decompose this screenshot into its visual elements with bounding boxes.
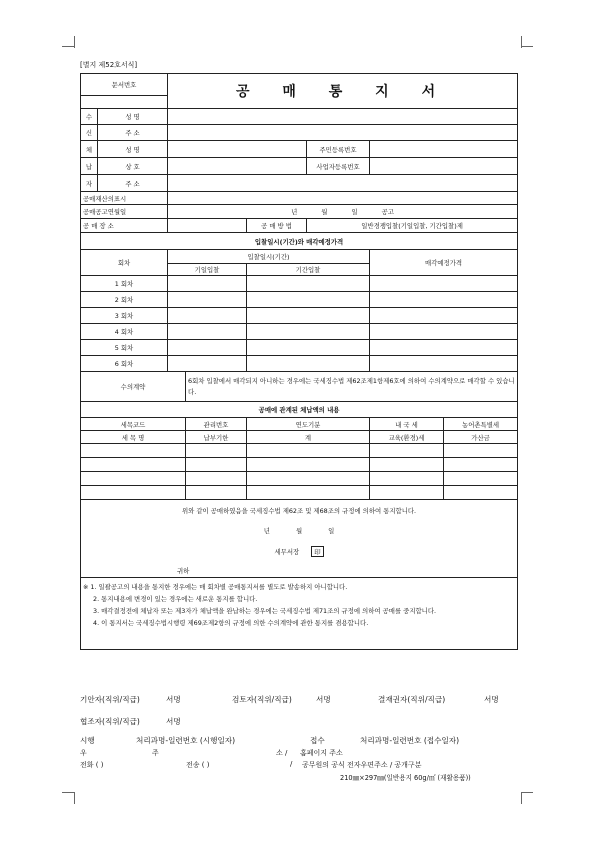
recipient-name-label: 성 명 [98, 109, 168, 125]
tax-col-head: 관리번호 [186, 418, 247, 431]
email-label: 공무원의 공식 전자우편주소 / 공개구분 [302, 761, 422, 769]
price-cell[interactable] [370, 340, 518, 356]
tax-col-head: 세목코드 [81, 418, 186, 431]
price-cell[interactable] [370, 324, 518, 340]
bid-section-title: 입찰일시(기간)와 매각예정가격 [81, 233, 518, 250]
recipient-label-1: 수 [81, 109, 98, 125]
method-label: 공 매 방 법 [247, 219, 307, 233]
postal-label: 우 [80, 749, 87, 757]
tax-cell[interactable] [247, 444, 370, 458]
tax-cell[interactable] [81, 472, 186, 486]
tax-row [81, 458, 518, 472]
cooperator-label: 협조자(직위/직급) [80, 717, 140, 726]
period-bid-cell[interactable] [247, 356, 370, 372]
receipt-label: 접수 [310, 736, 325, 745]
homepage-label: 홈페이지 주소 [300, 749, 343, 757]
notice-date-label: 공매공고연월일 [81, 205, 168, 219]
tax-cell[interactable] [247, 486, 370, 500]
tax-cell[interactable] [444, 472, 518, 486]
resident-no-label: 주민등록번호 [307, 141, 370, 158]
period-bid-cell[interactable] [247, 292, 370, 308]
fax-sep: / [290, 760, 293, 768]
statement-text: 위와 같이 공매하였음을 국세징수법 제62조 및 제68조의 규정에 의하여 통지합니다. [181, 507, 417, 515]
round-row [81, 324, 518, 340]
debtor-address-label: 주 소 [98, 175, 168, 192]
paper-spec: 210㎜×297㎜(일반용지 60g/㎡ (재활용품)) [340, 774, 471, 782]
round-row [81, 276, 518, 292]
tax-row [81, 486, 518, 500]
round-label: 회차 [81, 250, 168, 276]
cooperator-sign: 서명 [166, 717, 181, 726]
receipt-no: 처리과명-일련번호 (접수일자) [360, 736, 460, 745]
crop-mark-tr-h [521, 46, 533, 47]
period-bid-cell[interactable] [247, 340, 370, 356]
price-cell[interactable] [370, 292, 518, 308]
debtor-trade-field[interactable] [168, 158, 307, 175]
period-bid-label: 기간입찰 [247, 264, 370, 276]
tax-cell[interactable] [186, 444, 247, 458]
drafter-label: 기안자(직위/직급) [80, 695, 140, 704]
round-row [81, 340, 518, 356]
tax-cell[interactable] [247, 458, 370, 472]
tax-cell[interactable] [81, 458, 186, 472]
crop-mark-tl-h [62, 46, 74, 47]
tax-row [81, 444, 518, 458]
tax-head-row-2 [81, 431, 518, 444]
tax-cell[interactable] [444, 486, 518, 500]
property-label: 공매재산의표시 [81, 192, 168, 205]
tax-col-head: 농어촌특별세 [444, 418, 518, 431]
price-label: 매각예정가격 [370, 250, 518, 276]
venue-field[interactable] [168, 219, 247, 233]
date-bid-cell[interactable] [168, 324, 247, 340]
price-cell[interactable] [370, 356, 518, 372]
drafter-sign: 서명 [166, 695, 181, 704]
round-label-6: 6 회차 [81, 356, 168, 372]
round-row [81, 292, 518, 308]
notice-form [80, 73, 518, 650]
recipient-label-2: 신 [81, 125, 98, 141]
approver-sign: 서명 [484, 695, 499, 704]
price-cell[interactable] [370, 276, 518, 292]
bid-datetime-label: 입찰일시(기간) [168, 250, 370, 264]
private-contract-label: 수의계약 [81, 372, 186, 402]
private-contract-text: 6회차 입찰에서 매각되지 아니하는 경우에는 국세징수법 제62조제1항제6호에 의하여 수의계약으로 매각할 수 있습니다. [186, 372, 518, 402]
statement-office-line [81, 546, 517, 557]
round-label-2: 2 회차 [81, 292, 168, 308]
seal-icon: 印 [311, 546, 323, 557]
round-row [81, 308, 518, 324]
addressee: 귀하 [177, 567, 190, 575]
phone-label: 전화 ( ) [80, 761, 104, 769]
date-bid-label: 기일입찰 [168, 264, 247, 276]
property-field[interactable] [168, 192, 518, 205]
tax-cell[interactable] [81, 486, 186, 500]
debtor-address-field[interactable] [168, 175, 518, 192]
debtor-label-2: 납 [81, 158, 98, 175]
doc-no-value[interactable] [81, 96, 168, 109]
notes-block [81, 578, 518, 650]
debtor-label-1: 체 [81, 141, 98, 158]
crop-mark-tr-v [521, 36, 522, 48]
crop-mark-br-v [521, 792, 522, 804]
note-2: 2. 통지내용에 변경이 있는 경우에는 새로운 통지를 합니다. [93, 595, 258, 603]
address-label: 주 [152, 749, 159, 757]
date-bid-cell[interactable] [168, 292, 247, 308]
tax-col-head: 계 [247, 431, 370, 444]
round-label-4: 4 회차 [81, 324, 168, 340]
notice-date-value[interactable]: 년 월 일 공고 [168, 205, 518, 219]
recipient-address-field[interactable] [168, 125, 518, 141]
period-bid-cell[interactable] [247, 324, 370, 340]
method-value: 일반경쟁입찰(기일입찰, 기간입찰)제 [307, 219, 518, 233]
tax-col-head: 가산금 [444, 431, 518, 444]
form-title: 공 매 통 지 서 [168, 74, 518, 109]
date-bid-cell[interactable] [168, 308, 247, 324]
period-bid-cell[interactable] [247, 276, 370, 292]
resident-no-field[interactable] [370, 141, 518, 158]
tax-cell[interactable] [81, 444, 186, 458]
crop-mark-bl-h [62, 792, 74, 793]
enforce-no: 처리과명-일련번호 (시행일자) [136, 736, 236, 745]
tax-col-head: 교육(환경)세 [370, 431, 444, 444]
round-label-3: 3 회차 [81, 308, 168, 324]
address-sep: 소 / [276, 749, 288, 757]
date-bid-cell[interactable] [168, 340, 247, 356]
reviewer-sign: 서명 [316, 695, 331, 704]
note-1: ※ 1. 일괄공고의 내용을 통지한 경우에는 매 회차별 공매통지서를 별도로 발송하지 아니합니다. [83, 583, 348, 591]
business-no-label: 사업자등록번호 [307, 158, 370, 175]
date-bid-cell[interactable] [168, 276, 247, 292]
tax-cell[interactable] [247, 472, 370, 486]
tax-row [81, 472, 518, 486]
approver-label: 결재권자(직위/직급) [378, 695, 446, 704]
crop-mark-br-h [521, 792, 533, 793]
venue-label: 공 매 장 소 [81, 219, 168, 233]
tax-cell[interactable] [370, 472, 444, 486]
reviewer-label: 검토자(직위/직급) [232, 695, 292, 704]
doc-no-label: 문서번호 [81, 74, 168, 96]
tax-head-row-1 [81, 418, 518, 431]
round-label-5: 5 회차 [81, 340, 168, 356]
crop-mark-tl-v [74, 36, 75, 48]
statement-block [81, 500, 518, 578]
tax-cell[interactable] [186, 472, 247, 486]
round-row [81, 356, 518, 372]
office-name: 세무서장 [274, 548, 300, 556]
tax-cell[interactable] [444, 458, 518, 472]
tax-col-head: 세 목 명 [81, 431, 186, 444]
tax-cell[interactable] [444, 444, 518, 458]
recipient-name-field[interactable] [168, 109, 518, 125]
tax-cell[interactable] [370, 458, 444, 472]
period-bid-cell[interactable] [247, 308, 370, 324]
statement-date: 년 월 일 [263, 527, 335, 535]
tax-cell[interactable] [186, 458, 247, 472]
tax-col-head: 내 국 세 [370, 418, 444, 431]
debtor-trade-label: 상 호 [98, 158, 168, 175]
tax-cell[interactable] [186, 486, 247, 500]
tax-cell[interactable] [370, 444, 444, 458]
debtor-name-label: 성 명 [98, 141, 168, 158]
enforce-label: 시행 [80, 736, 95, 745]
recipient-address-label: 주 소 [98, 125, 168, 141]
form-number: [별지 제52호서식] [80, 61, 138, 69]
crop-mark-bl-v [74, 792, 75, 804]
price-cell[interactable] [370, 308, 518, 324]
tax-col-head: 연도기분 [247, 418, 370, 431]
date-bid-cell[interactable] [168, 356, 247, 372]
debtor-label-3: 자 [81, 175, 98, 192]
fax-label: 전송 ( ) [186, 761, 210, 769]
debtor-name-field[interactable] [168, 141, 307, 158]
tax-cell[interactable] [370, 486, 444, 500]
tax-col-head: 납부기한 [186, 431, 247, 444]
tax-section-title: 공매에 관계된 체납액의 내용 [81, 402, 518, 418]
business-no-field[interactable] [370, 158, 518, 175]
round-label-1: 1 회차 [81, 276, 168, 292]
note-3: 3. 매각결정전에 체납자 또는 제3자가 체납액을 완납하는 경우에는 국세징수법 제71조의 규정에 의하여 공매를 중지합니다. [93, 607, 437, 615]
note-4: 4. 이 통지서는 국세징수법시행령 제69조제2항의 규정에 의한 수의계약에 관한 통지를 겸용합니다. [93, 619, 369, 627]
